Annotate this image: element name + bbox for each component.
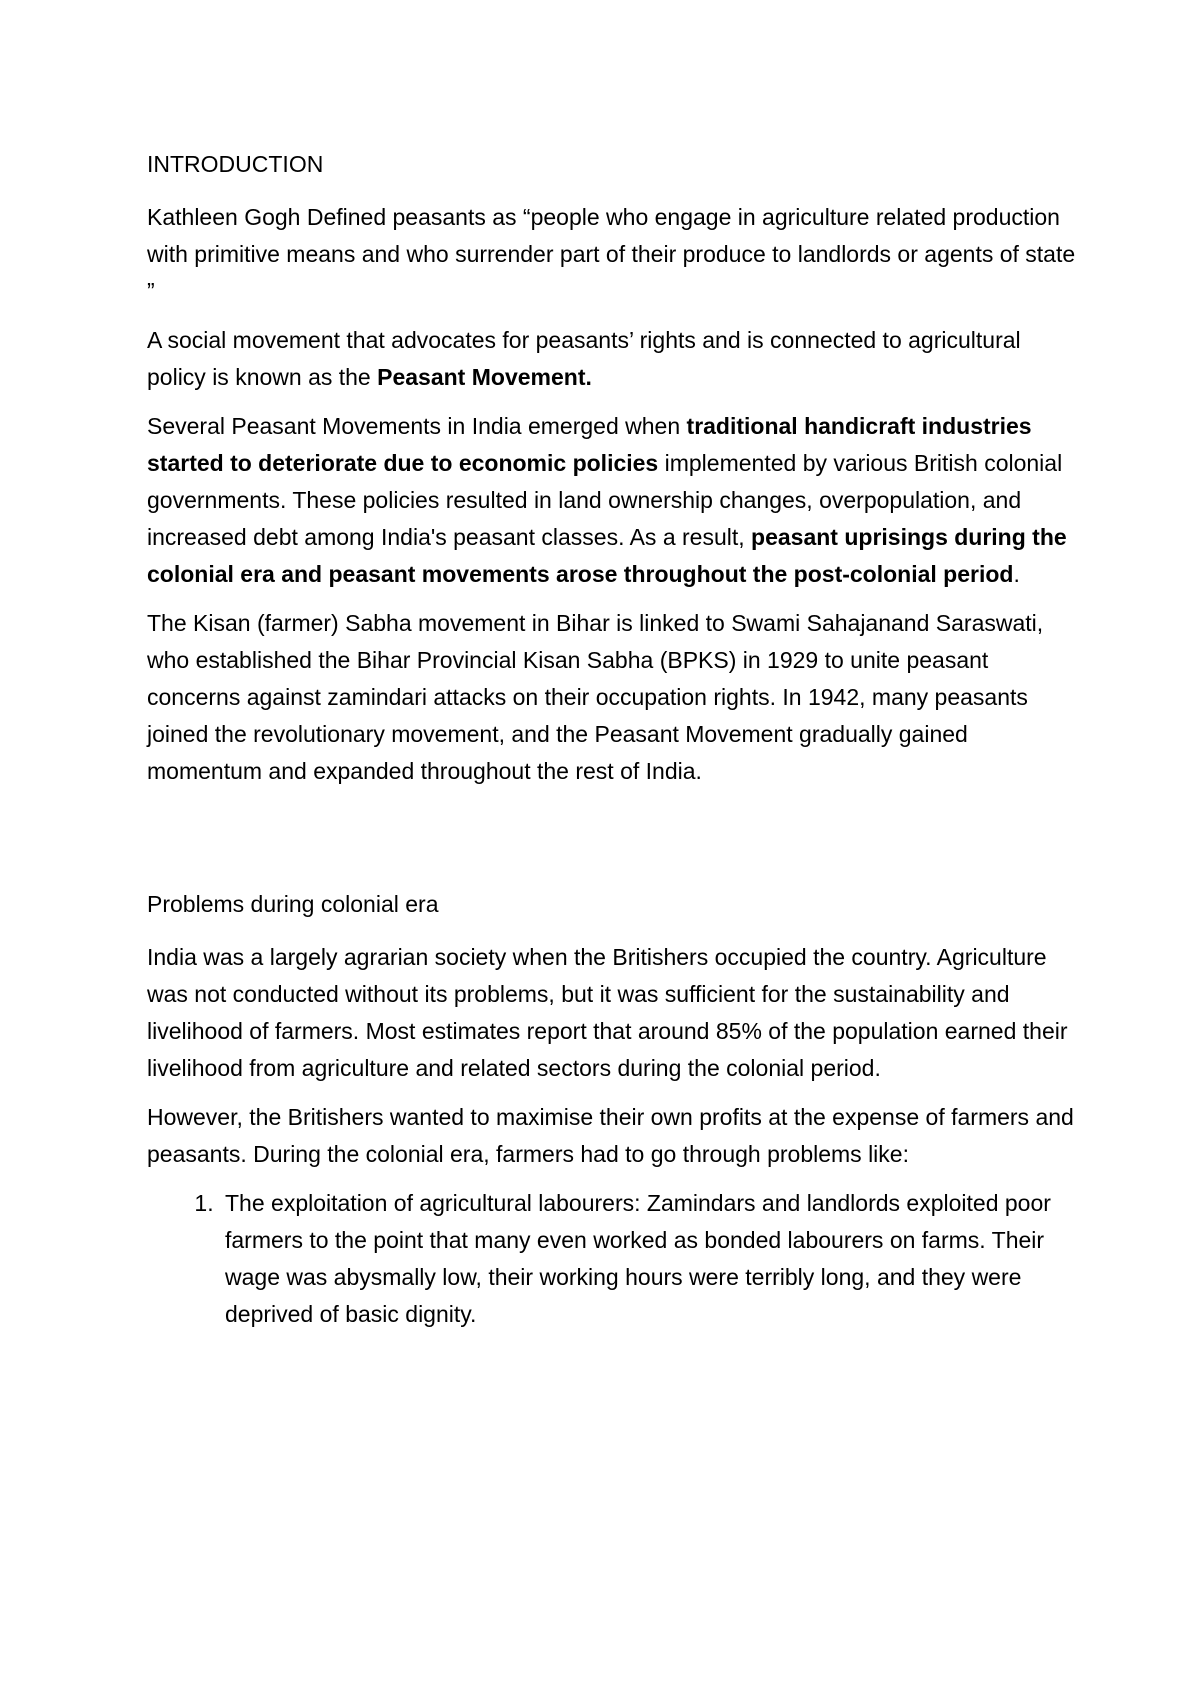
paragraph-text: Several Peasant Movements in India emerged when	[147, 413, 687, 439]
paragraph-text: implemented by various British colonial governments. These policies resulted in land ownership changes, overpopulation, and increased debt among India's peasant classes. As a result,	[147, 450, 1063, 550]
bold-phrase: traditional handicraft industries started to deteriorate due to economic policies	[147, 413, 1032, 476]
problems-list	[147, 1185, 1082, 1333]
paragraph-kisan-sabha: The Kisan (farmer) Sabha movement in Bihar is linked to Swami Sahajanand Saraswati, who established the Bihar Provincial Kisan Sabha (BPKS) in 1929 to unite peasant concerns against zamindari attacks on their occupation rights. In 1942, many peasants joined the revolutionary movement, and the Peasant Movement gradually gained momentum and expanded throughout the rest of India.	[147, 610, 1044, 784]
paragraph-agrarian-society: India was a largely agrarian society when the Britishers occupied the country. Agriculture was not conducted without its problems, but it was sufficient for the sustainability and livelihood of farmers. Most estimates report that around 85% of the population earned their livelihood from agriculture and related sectors during the colonial period.	[147, 944, 1068, 1081]
section-heading-problems: Problems during colonial era	[147, 891, 439, 917]
section-spacer	[147, 802, 1082, 886]
paragraph-definition: Kathleen Gogh Defined peasants as “people who engage in agriculture related production with primitive means and who surrender part of their produce to landlords or agents of state ”	[147, 204, 1076, 304]
paragraph-text: A social movement that advocates for peasants’ rights and is connected to agricultural policy is known as the	[147, 327, 1021, 390]
bold-phrase: peasant uprisings during the colonial era and peasant movements arose throughout the post-colonial period	[147, 524, 1067, 587]
paragraph-britishers-profits: However, the Britishers wanted to maximise their own profits at the expense of farmers and peasants. During the colonial era, farmers had to go through problems like:	[147, 1104, 1074, 1167]
paragraph-text: .	[1013, 561, 1020, 587]
paragraph-emergence	[147, 408, 1082, 593]
document-body	[147, 146, 1082, 1333]
list-item: 1. The exploitation of agricultural labourers: Zamindars and landlords exploited poor farmers to the point that many even worked as bonded labourers on farms. Their wage was abysmally low, their working hours were terribly long, and they were deprived of basic dignity.	[220, 1185, 1082, 1333]
paragraph-social-movement	[147, 322, 1082, 396]
section-heading-introduction: INTRODUCTION	[147, 151, 324, 177]
bold-term: Peasant Movement.	[377, 364, 592, 390]
